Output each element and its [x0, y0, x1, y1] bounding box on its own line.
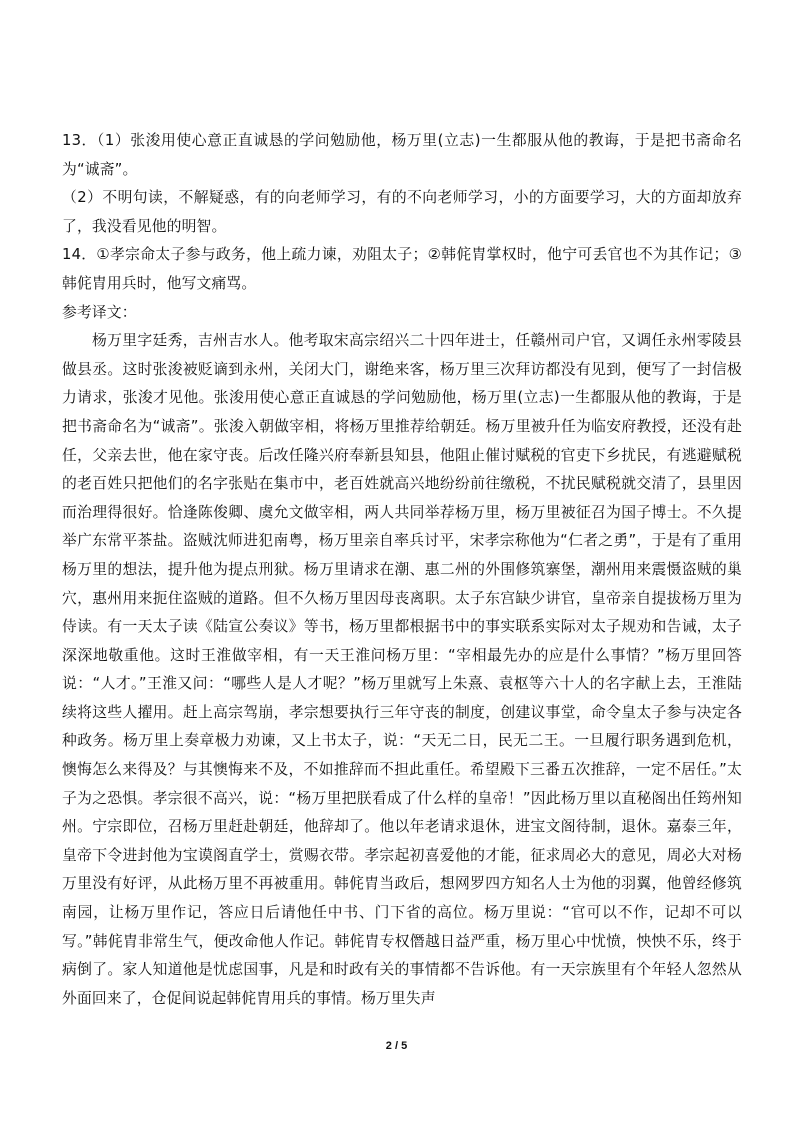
reference-translation-heading: 参考译文：	[62, 303, 137, 321]
reference-translation-body: 杨万里字廷秀，吉州吉水人。他考取宋高宗绍兴二十四年进士，任赣州司户官，又调任永州零陵县做县丞。这时张浚被贬谪到永州，关闭大门，谢绝来客，杨万里三次拜访都没有见到，便写了一封信极力请求，张浚才见他。张浚用使心意正直诚恳的学问勉励他，杨万里(立志)一生都服从他的教诲，于是把书斋命名为“诚斋”。张浚入朝做宰相，将杨万里推荐给朝廷。杨万里被升任为临安府教授，还没有赴任，父亲去世，他在家守丧。后改任隆兴府奉新县知县，他阻止催讨赋税的官吏下乡扰民，有逃避赋税的老百姓只把他们的名字张贴在集市中，老百姓就高兴地纷纷前往缴税，不扰民赋税就交清了，县里因而治理得很好。恰逢陈俊卿、虞允文做宰相，两人共同举荐杨万里，杨万里被征召为国子博士。不久提举广东常平茶盐。盗贼沈师进犯南粤，杨万里亲自率兵讨平，宋孝宗称他为“仁者之勇”，于是有了重用杨万里的想法，提升他为提点刑狱。杨万里请求在潮、惠二州的外围修筑寨堡，潮州用来震慑盗贼的巢穴，惠州用来扼住盗贼的道路。但不久杨万里因母丧离职。太子东宫缺少讲官，皇帝亲自提拔杨万里为侍读。有一天太子读《陆宣公奏议》等书，杨万里都根据书中的事实联系实际对太子规劝和告诫，太子深深地敬重他。这时王淮做宰相，有一天王淮问杨万里：“宰相最先办的应是什么事情？”杨万里回答说：“人才。”王淮又问：“哪些人是人才呢？”杨万里就写上朱熹、袁枢等六十人的名字献上去，王淮陆续将这些人擢用。赶上高宗驾崩，孝宗想要执行三年守丧的制度，创建议事堂，命令皇太子参与决定各种政务。杨万里上奏章极力劝谏，又上书太子，说：“天无二日，民无二王。一旦履行职务遇到危机，懊悔怎么来得及？与其懊悔来不及，不如推辞而不担此重任。希望殿下三番五次推辞，一定不居任。”太子为之恐惧。孝宗很不高兴，说：“杨万里把朕看成了什么样的皇帝！”因此杨万里以直秘阁出任筠州知州。宁宗即位，召杨万里赶赴朝廷，他辞却了。他以年老请求退休，进宝文阁待制，退休。嘉泰三年，皇帝下令进封他为宝谟阁直学士，赏赐衣带。孝宗起初喜爱他的才能，征求周必大的意见，周必大对杨万里没有好评，从此杨万里不再被重用。韩侂胄当政后，想网罗四方知名人士为他的羽翼，他曾经修筑南园，让杨万里作记，答应日后请他任中书、门下省的高位。杨万里说：“官可以不作，记却不可以写。”韩侂胄非常生气，便改命他人作记。韩侂胄专权僭越日益严重，杨万里心中忧愤，怏怏不乐，终于病倒了。家人知道他是忧虑国事，凡是和时政有关的事情都不告诉他。有一天宗族里有个年轻人忽然从外面回来了，仓促间说起韩侂胄用兵的事情。杨万里失声	[62, 332, 742, 1007]
page-content	[62, 127, 742, 1013]
answer-14: 14．①孝宗命太子参与政务，他上疏力谏，劝阻太子；②韩侂胄掌权时，他宁可丢官也不为其作记；③韩侂胄用兵时，他写文痛骂。	[62, 246, 742, 292]
answer-13-part-1: 13．（1）张浚用使心意正直诚恳的学问勉励他，杨万里(立志)一生都服从他的教诲，于是把书斋命名为“诚斋”。	[62, 132, 742, 178]
answer-13-part-2: （2）不明句读，不解疑惑，有的向老师学习，有的不向老师学习，小的方面要学习，大的方面却放弃了，我没看见他的明智。	[62, 189, 742, 235]
page-number: 2 / 5	[385, 1040, 408, 1052]
